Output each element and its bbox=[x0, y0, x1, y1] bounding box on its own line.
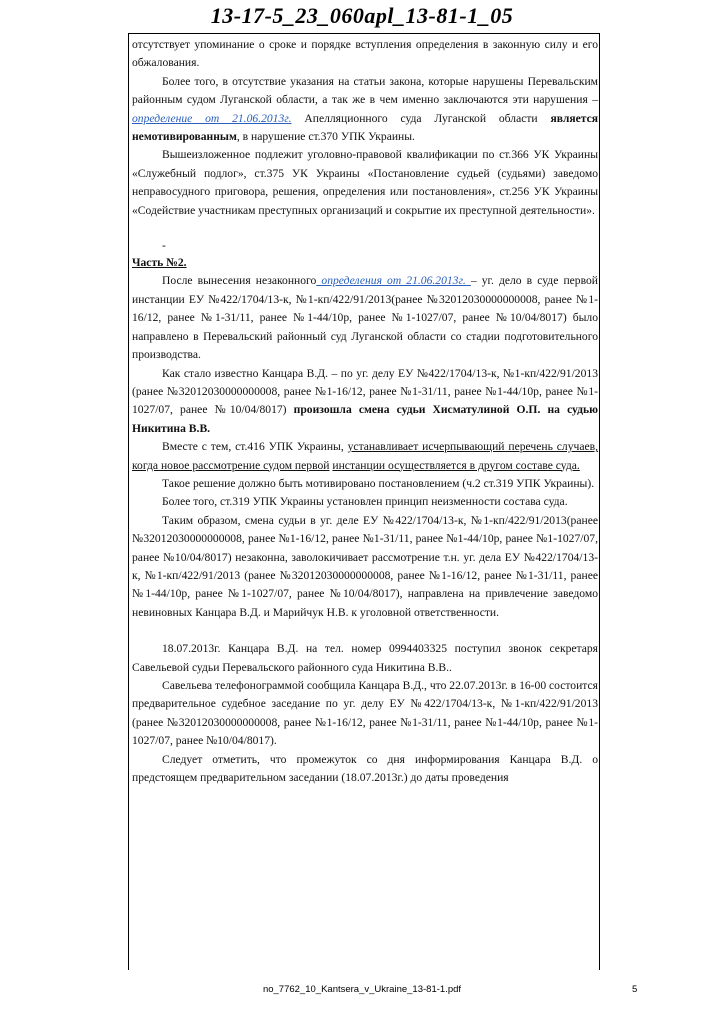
paragraph-12: Следует отметить, что промежуток со дня информирования Канцара В.Д. о предстоящем предварительном заседании (18.07.2013г.) до даты проведения bbox=[132, 752, 598, 785]
paragraph-6: Вместе с тем, ст.416 УПК Украины, устанавливает исчерпывающий перечень случаев, когда новое рассмотрение судом первой инстанции осуществляется в другом составе суда. bbox=[132, 440, 598, 472]
ruling-link[interactable]: определения от 21.06.2013г. bbox=[316, 274, 471, 288]
paragraph-11: Савельева телефонограммой сообщила Канцара В.Д., что 22.07.2013г. в 16-00 состоится предварительное судебное заседание по уг. делу ЕУ №422/1704/13-к, №1-кп/422/91/2013 (ранее №32012030000000008, ранее №1-16/12, ранее №1-31/11, ранее №1-44/10р, ранее №1-1027/07, ранее №10/04/8017). bbox=[132, 679, 598, 748]
paragraph-10: 18.07.2013г. Канцара В.Д. на тел. номер 0994403325 поступил звонок секретаря Савельевой судьи Перевальского районного суда Никитина В.В.. bbox=[132, 642, 598, 674]
paragraph-5: Как стало известно Канцара В.Д. – по уг. делу ЕУ №422/1704/13-к, №1-кп/422/91/2013 (ранее №32012030000000008, ранее №1-16/12, ранее №1-31/11, ранее №1-44/10р, ранее №1-1027/07, ранее №10/04/8017) произошла смена судьи Хисматулиной О.П. на судью Никитина В.В. bbox=[132, 366, 598, 435]
paragraph-7: Такое решение должно быть мотивировано постановлением (ч.2 ст.319 УПК Украины). bbox=[162, 476, 595, 490]
footer-filename: no_7762_10_Kantsera_v_Ukraine_13-81-1.pdf bbox=[262, 984, 462, 995]
paragraph-2: Более того, в отсутствие указания на статьи закона, которые нарушены Перевальским районным судом Луганской области, а так же в чем именно заключаются эти нарушения –определение от 21.06.2013г. Апелляционного суда Луганской области является немотивированным, в нарушение ст.370 УПК Украины. bbox=[132, 74, 599, 144]
ruling-link[interactable]: определение от 21.06.2013г. bbox=[132, 111, 292, 125]
paragraph-1: отсутствует упоминание о сроке и порядке вступления определения в законную силу и его обжалования. bbox=[132, 38, 598, 70]
scanned-page bbox=[128, 33, 600, 970]
page-number: 5 bbox=[632, 984, 638, 995]
paragraph-8: Более того, ст.319 УПК Украины установлен принцип неизменности состава суда. bbox=[162, 495, 568, 509]
dash-marker: - bbox=[162, 239, 166, 253]
section-2-title: Часть №2. bbox=[132, 256, 187, 270]
paragraph-9: Таким образом, смена судьи в уг. деле ЕУ №422/1704/13-к, №1-кп/422/91/2013(ранее №32012030000000008, ранее №1-16/12, ранее №1-31/11, ранее №1-44/10р, ранее №1-1027/07, ранее №10/04/8017) незаконна, заволокичивает рассмотрение т.н. уг. дела ЕУ №422/1704/13-к, №1-кп/422/91/2013 (ранее №32012030000000008, ранее №1-16/12, ранее №1-31/11, ранее №1-44/10р, ранее №1-1027/07, ранее №10/04/8017), направлена на привлечение заведомо невиновных Канцара В.Д. и Марийчук Н.В. к уголовной ответственности. bbox=[132, 513, 598, 619]
paragraph-3: Вышеизложенное подлежит уголовно-правовой квалификации по ст.366 УК Украины «Служебный подлог», ст.375 УК Украины «Постановление судьей (судьями) заведомо неправосудного приговора, решения, определения или постановления», ст.256 УК Украины «Содействие участникам преступных организаций и сокрытие их преступной деятельности». bbox=[132, 148, 598, 217]
page-content bbox=[132, 36, 598, 787]
paragraph-4: После вынесения незаконного определения от 21.06.2013г. – уг. дело в суде первой инстанции ЕУ №422/1704/13-к, №1-кп/422/91/2013(ранее №32012030000000008, ранее №1-16/12, ранее №1-31/11, ранее №1-44/10р, ранее №1-1027/07, ранее №10/04/8017) было направлено в Перевальский районный суд Луганской области со стадии подготовительного производства. bbox=[132, 274, 598, 362]
document-header-title: 13-17-5_23_060apl_13-81-1_05 bbox=[210, 3, 514, 28]
